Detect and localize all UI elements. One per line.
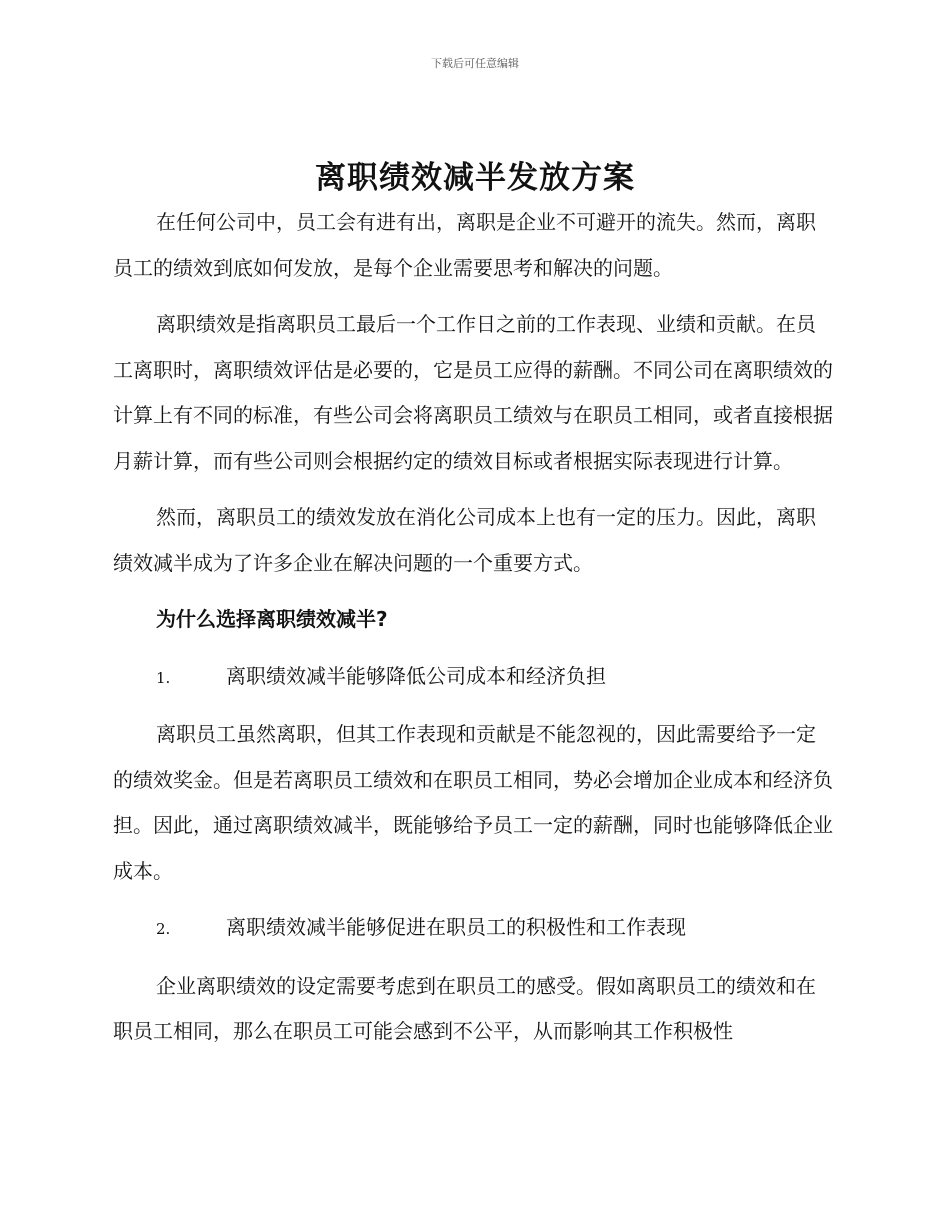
list-item-text: 离职绩效减半能够降低公司成本和经济负担 <box>226 663 606 688</box>
paragraph-item-2-body: 企业离职绩效的设定需要考虑到在职员工的感受。假如离职员工的绩效和在职员工相同，那么在职员工可能会感到不公平，从而影响其工作积极性 <box>113 973 816 1043</box>
list-item-text: 离职绩效减半能够促进在职员工的积极性和工作表现 <box>226 915 686 939</box>
page-header-note: 下载后可任意编辑 <box>431 57 519 70</box>
list-item-1 <box>113 654 835 702</box>
paragraph-item-1-body: 离职员工虽然离职，但其工作表现和贡献是不能忽视的，因此需要给予一定的绩效奖金。但是若离职员工绩效和在职员工相同，势必会增加企业成本和经济负担。因此，通过离职绩效减半，既能够给予员工一定的薪酬，同时也能够降低企业成本。 <box>113 722 833 883</box>
list-item-2 <box>113 905 835 953</box>
paragraph-definition: 离职绩效是指离职员工最后一个工作日之前的工作表现、业绩和贡献。在员工离职时，离职绩效评估是必要的，它是员工应得的薪酬。不同公司在离职绩效的计算上有不同的标准，有些公司会将离职员工绩效与在职员工相同，或者直接根据月薪计算，而有些公司则会根据约定的绩效目标或者根据实际表现进行计算。 <box>113 312 833 473</box>
paragraph-pressure: 然而，离职员工的绩效发放在消化公司成本上也有一定的压力。因此，离职绩效减半成为了许多企业在解决问题的一个重要方式。 <box>113 505 816 575</box>
list-item-number: 1. <box>156 668 171 687</box>
document-body <box>113 200 835 1055</box>
list-item-number: 2. <box>156 920 171 938</box>
section-heading: 为什么选择离职绩效减半? <box>156 607 388 631</box>
paragraph-intro: 在任何公司中，员工会有进有出，离职是企业不可避开的流失。然而，离职员工的绩效到底如何发放，是每个企业需要思考和解决的问题。 <box>113 210 816 280</box>
document-title: 离职绩效减半发放方案 <box>315 160 635 196</box>
